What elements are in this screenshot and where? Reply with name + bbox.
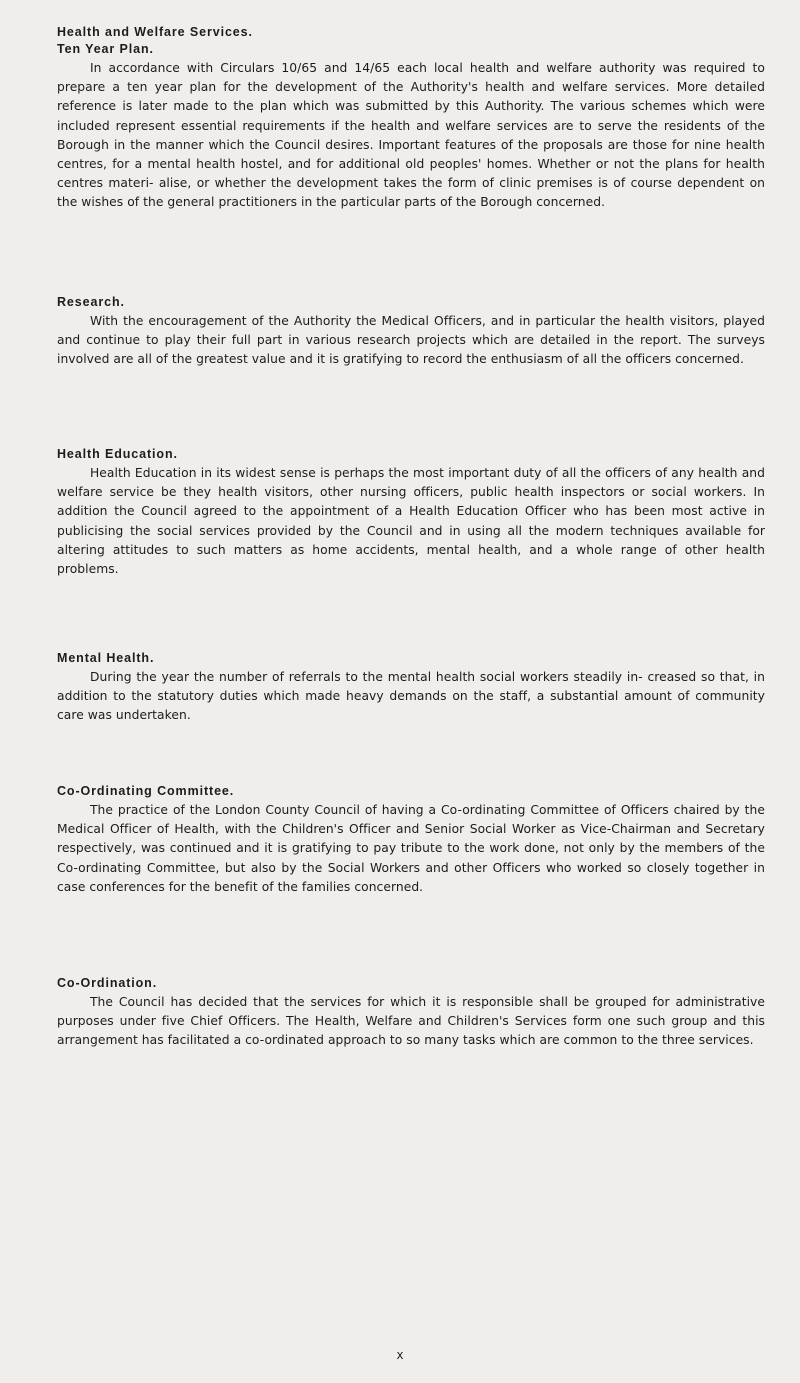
section-heading: Co-Ordination. xyxy=(57,976,158,990)
section-co-ordination xyxy=(57,975,765,1051)
section-subheading: Ten Year Plan. xyxy=(57,42,154,56)
section-heading: Co-Ordinating Committee. xyxy=(57,784,235,798)
section-heading: Mental Health. xyxy=(57,651,155,665)
section-heading: Research. xyxy=(57,295,125,309)
section-body: During the year the number of referrals to the mental health social workers steadily in- creased so that, in addition to the statutory duties which made heavy demands on the staff, a substantial amount of community care was undertaken. xyxy=(57,670,765,723)
section-ten-year-plan xyxy=(57,24,765,213)
section-co-ordinating-committee xyxy=(57,783,765,897)
section-heading: Health Education. xyxy=(57,447,178,461)
page-number: x xyxy=(396,1348,404,1362)
section-health-education xyxy=(57,446,765,579)
section-heading: Health and Welfare Services. xyxy=(57,25,253,39)
section-research xyxy=(57,294,765,370)
section-body: The Council has decided that the services for which it is responsible shall be grouped for administrative purposes under five Chief Officers. The Health, Welfare and Children's Services form one such group and this arrangement has facilitated a co-ordinated approach to so many tasks which are common to the three services. xyxy=(57,995,765,1048)
section-mental-health xyxy=(57,650,765,726)
section-body: With the encouragement of the Authority the Medical Officers, and in particular the health visitors, played and continue to play their full part in various research projects which are detailed in the report. The surveys involved are all of the greatest value and it is gratifying to record the enthusiasm of all the officers concerned. xyxy=(57,314,765,367)
section-body: The practice of the London County Council of having a Co-ordinating Committee of Officers chaired by the Medical Officer of Health, with the Children's Officer and Senior Social Worker as Vice-Chairman and Secretary respectively, was continued and it is gratifying to pay tribute to the work done, not only by the members of the Co-ordinating Committee, but also by the Social Workers and other Officers who worked so closely together in case conferences for the benefit of the families concerned. xyxy=(57,803,765,894)
section-body: In accordance with Circulars 10/65 and 14/65 each local health and welfare authority was required to prepare a ten year plan for the development of the Authority's health and welfare services. More detailed reference is later made to the plan which was submitted by this Authority. The various schemes which were included represent essential requirements if the health and welfare services are to serve the residents of the Borough in the manner which the Council desires. Important features of the proposals are those for nine health centres, for a mental health hostel, and for additional old peoples' homes. Whether or not the plans for health centres materi- alise, or whether the development takes the form of clinic premises is of course dependent on the wishes of the general practitioners in the particular parts of the Borough concerned. xyxy=(57,61,765,210)
section-body: Health Education in its widest sense is perhaps the most important duty of all the officers of any health and welfare service be they health visitors, other nursing officers, public health inspectors or social workers. In addition the Council agreed to the appointment of a Health Education Officer who has been most active in publicising the social services provided by the Council and in using all the modern techniques available for altering attitudes to such matters as home accidents, mental health, and a whole range of other health problems. xyxy=(57,466,765,577)
